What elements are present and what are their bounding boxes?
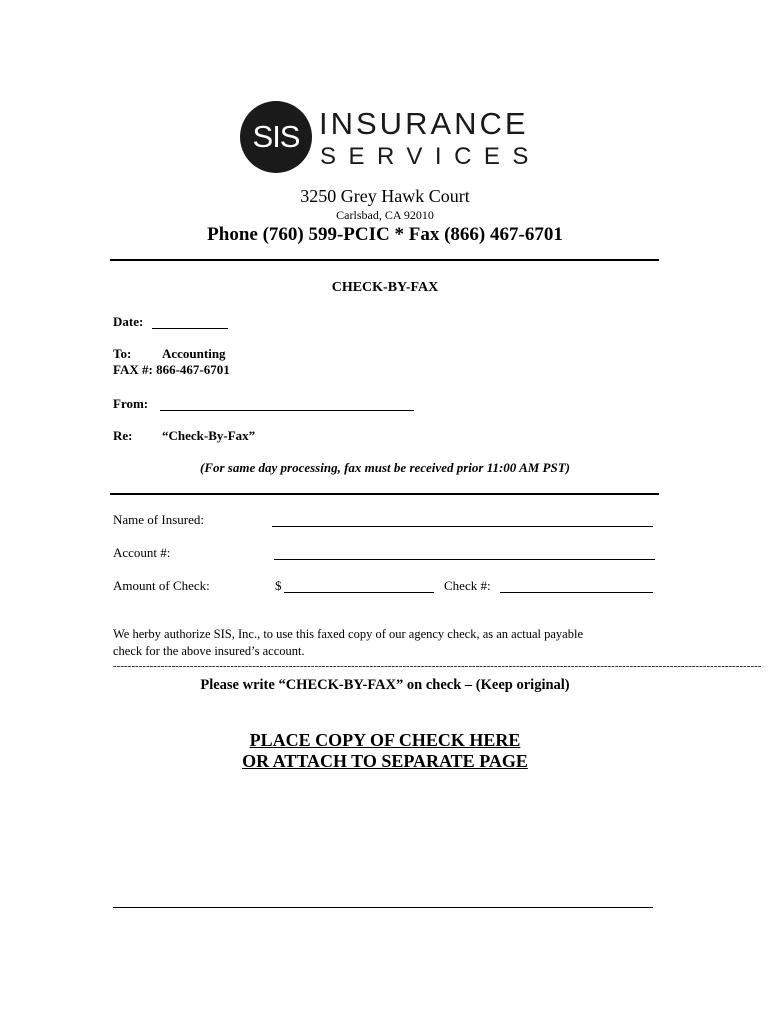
address-street: 3250 Grey Hawk Court — [300, 186, 470, 206]
amount-field[interactable] — [284, 592, 434, 593]
authorization-line-2: check for the above insured’s account. — [113, 644, 305, 658]
processing-note: (For same day processing, fax must be received prior 11:00 AM PST) — [200, 460, 570, 475]
section-divider — [110, 493, 659, 495]
placement-line-1: PLACE COPY OF CHECK HERE — [249, 730, 521, 750]
placement-line-2: OR ATTACH TO SEPARATE PAGE — [242, 751, 528, 771]
date-field[interactable] — [152, 328, 228, 329]
dashed-separator: --------------------------------------------------------------------------------------------------------------------------------------------------------------------------------- — [113, 660, 762, 672]
from-label: From: — [113, 396, 149, 411]
bottom-rule — [113, 907, 653, 908]
account-field[interactable] — [274, 559, 655, 560]
check-number-label: Check #: — [444, 578, 491, 593]
to-value: Accounting — [162, 346, 226, 361]
fax-number: FAX #: 866-467-6701 — [113, 362, 230, 377]
insured-field[interactable] — [272, 526, 653, 527]
account-label: Account #: — [113, 545, 171, 560]
insured-label: Name of Insured: — [113, 512, 204, 527]
logo-word-services: SERVICES — [320, 143, 541, 170]
re-value: “Check-By-Fax” — [162, 428, 256, 443]
contact-line: Phone (760) 599-PCIC * Fax (866) 467-6701 — [207, 224, 563, 245]
header-divider — [110, 259, 659, 261]
from-field[interactable] — [160, 410, 414, 411]
check-instruction: Please write “CHECK-BY-FAX” on check – (Keep original) — [200, 677, 570, 693]
currency-symbol: $ — [275, 578, 282, 593]
logo-word-insurance: INSURANCE — [319, 106, 529, 141]
amount-label: Amount of Check: — [113, 578, 210, 593]
sis-logo-mark: SIS — [240, 101, 312, 173]
form-title: CHECK-BY-FAX — [331, 280, 439, 295]
authorization-line-1: We herby authorize SIS, Inc., to use this faxed copy of our agency check, as an actual payable — [113, 627, 583, 641]
date-label: Date: — [113, 314, 144, 329]
address-city: Carlsbad, CA 92010 — [336, 208, 434, 222]
re-label: Re: — [113, 428, 133, 443]
to-label: To: — [113, 346, 132, 361]
check-number-field[interactable] — [500, 592, 653, 593]
